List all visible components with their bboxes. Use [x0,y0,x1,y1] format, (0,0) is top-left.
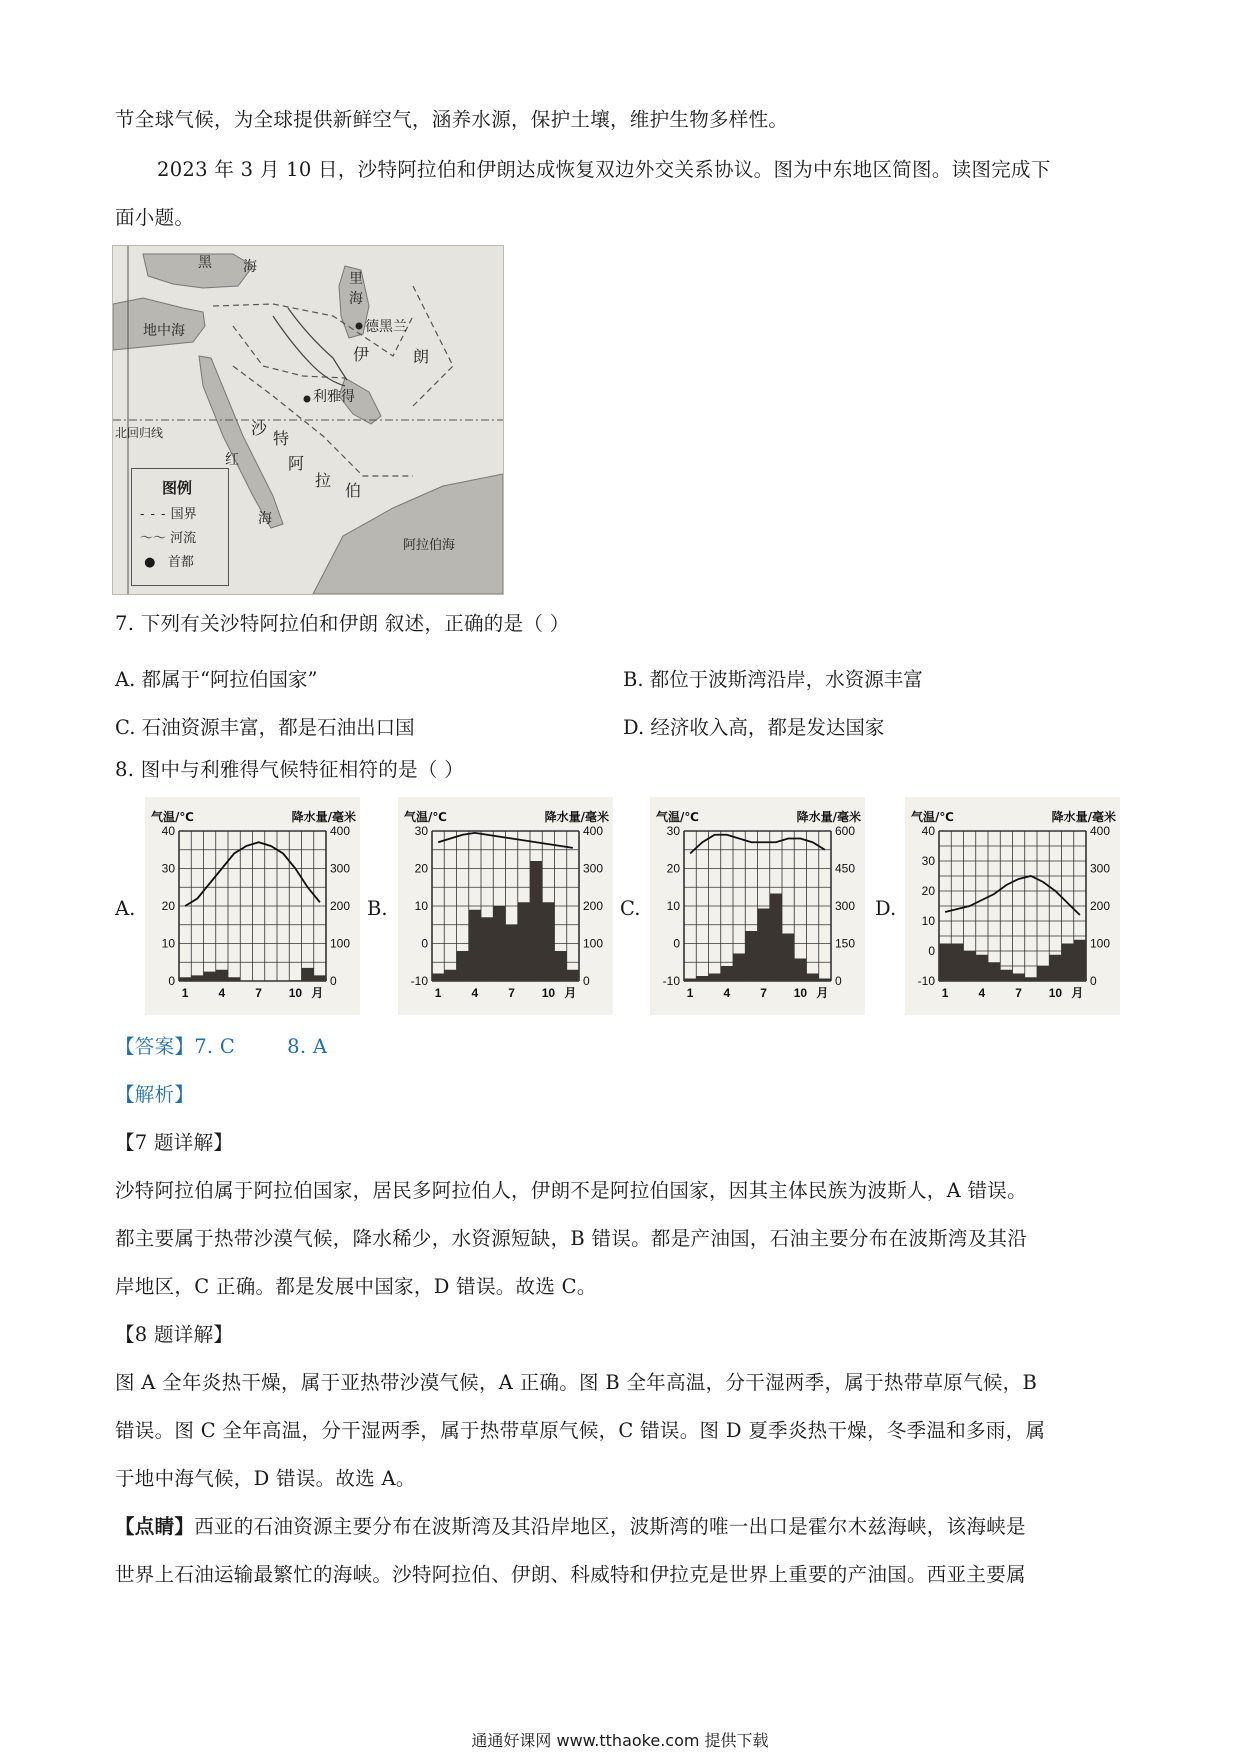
precip-bar [457,951,469,981]
legend-border-label: 国界 [170,507,197,522]
analysis-label: 【解析】 [115,1083,195,1106]
climate-chart-b [398,797,613,1015]
climate-chart-a [145,797,360,1015]
precip-bar [179,977,191,981]
precip-bar [469,910,481,981]
precip-bar [964,951,976,981]
footer-credit: 通通好课网 www.tthaoke.com 提供下载 [471,1731,769,1750]
climate-chart-c [650,797,865,1015]
precip-tick-label: 0 [1090,974,1097,988]
month-tick-label: 4 [978,986,986,1000]
month-tick-label: 7 [1015,986,1022,1000]
iran-label-2: 朗 [413,347,430,366]
precip-bar [976,955,988,981]
precip-bar [530,861,542,981]
climate-chart-a-svg [145,797,360,1015]
legend-border: - - - 国界 [140,507,197,522]
precip-bar [191,975,203,981]
month-tick-label: 7 [255,986,262,1000]
precip-bar [204,972,216,981]
precip-tick-label: 100 [583,936,604,951]
precip-tick-label: 300 [583,861,604,876]
precip-bar [709,974,721,982]
month-tick-label: 1 [434,986,442,1000]
chart-letter-c: C. [620,897,641,920]
month-tick-label: 10 [1048,986,1063,1000]
temp-tick-label: 30 [921,854,935,868]
temp-tick-label: -10 [917,974,935,988]
temp-tick-label: 20 [921,884,935,898]
precip-axis-title: 降水量/毫米 [291,810,356,824]
month-tick-label: 月 [311,986,324,1000]
precip-bar [696,976,708,981]
q7-detail-heading: 【7 题详解】 [115,1131,234,1154]
temp-tick-label: 20 [414,861,428,876]
month-tick-label: 月 [564,986,577,1000]
precip-tick-label: 100 [1090,936,1111,951]
month-tick-label: 1 [686,986,694,1000]
temp-tick-label: 10 [161,936,175,951]
precip-bar [216,970,228,981]
q7-option-c: C. 石油资源丰富，都是石油出口国 [115,716,415,739]
temp-axis-title: 气温/℃ [911,810,954,824]
chart-letter-d: D. [875,897,897,920]
dianjing-line-2: 世界上石油运输最繁忙的海峡。沙特阿拉伯、伊朗、科威特和伊拉克是世界上重要的产油国。西亚主要属 [115,1563,1026,1586]
dianjing-label: 【点睛】 [115,1515,195,1538]
caspian-label-2: 海 [349,291,363,307]
precip-bar [1037,966,1049,981]
precip-tick-label: 200 [330,899,351,913]
q8-detail-line-2: 错误。图 C 全年高温，分干湿两季，属于热带草原气候，C 错误。图 D 夏季炎热干燥，冬季温和多雨，属 [115,1419,1046,1442]
temp-tick-label: 40 [921,824,935,838]
temp-tick-label: 10 [921,914,935,928]
precip-bar [807,974,819,982]
temp-tick-label: 0 [928,944,935,958]
precip-tick-label: 0 [583,974,590,988]
arabian-sea-label: 阿拉伯海 [403,538,456,553]
month-tick-label: 4 [471,986,479,1000]
precip-tick-label: 400 [1090,824,1111,838]
riyadh-label: 利雅得 [313,389,355,405]
q7-option-b: B. 都位于波斯湾沿岸，水资源丰富 [623,668,923,691]
q7-stem: 7. 下列有关沙特阿拉伯和伊朗 叙述，正确的是（ ） [115,612,570,635]
precip-bar [1000,970,1012,981]
precip-axis-title: 降水量/毫米 [796,810,861,824]
precip-bar [228,977,240,981]
temp-axis-title: 气温/℃ [404,810,447,824]
precip-axis-title: 降水量/毫米 [1051,810,1116,824]
chart-letter-a: A. [115,897,136,920]
legend-river-label: 河流 [170,531,197,546]
q7-option-d: D. 经济收入高，都是发达国家 [623,716,885,739]
month-tick-label: 1 [941,986,949,1000]
precip-bar [745,931,757,981]
intro-line-2: 2023 年 3 月 10 日，沙特阿拉伯和伊朗达成恢复双边外交关系协议。图为中东地区简图。读图完成下 [157,158,1051,181]
q7-option-a: A. 都属于“阿拉伯国家” [115,668,318,691]
precip-bar [819,979,831,982]
dianjing-text-1: 西亚的石油资源主要分布在波斯湾及其沿岸地区，波斯湾的唯一出口是霍尔木兹海峡，该海峡是 [194,1515,1026,1538]
tehran-label: 德黑兰 [365,319,407,335]
month-tick-label: 4 [218,986,226,1000]
precip-tick-label: 200 [1090,899,1111,913]
q7-detail-line-3: 岸地区，C 正确。都是发展中国家，D 错误。故选 C。 [115,1275,597,1298]
climate-chart-c-svg [650,797,865,1015]
precip-tick-label: 0 [330,974,337,988]
dianjing-line-1 [115,1517,1026,1537]
temp-tick-label: -10 [410,974,428,988]
red-sea-label-2: 海 [258,511,272,527]
precip-tick-label: 600 [835,824,856,838]
month-tick-label: 1 [181,986,189,1000]
saudi-label-1: 沙 [251,419,268,438]
caspian-label: 里 [349,271,363,287]
precip-bar [951,944,963,982]
precip-bar [758,909,770,982]
temp-tick-label: -10 [662,974,680,988]
saudi-label-4: 拉 [315,471,332,490]
precip-tick-label: 300 [1090,861,1111,876]
precip-bar [1049,955,1061,981]
answer-label: 【答案】 [115,1035,195,1058]
precip-bar [506,925,518,981]
precip-bar [1025,977,1037,981]
middle-east-map [112,245,504,595]
precip-bar [444,970,456,981]
month-tick-label: 10 [541,986,556,1000]
temp-tick-label: 0 [673,936,680,951]
saudi-label-5: 伯 [345,481,362,500]
climate-chart-d [905,797,1120,1015]
precip-bar [567,970,579,981]
precip-bar [794,959,806,982]
saudi-label-3: 阿 [288,454,305,473]
precip-bar [733,954,745,982]
temp-tick-label: 30 [414,824,428,838]
precip-tick-label: 200 [583,899,604,913]
q8-detail-heading: 【8 题详解】 [115,1323,234,1346]
intro-line-3: 面小题。 [115,206,195,229]
temp-tick-label: 0 [421,936,428,951]
temp-axis-title: 气温/℃ [151,810,194,824]
precip-tick-label: 150 [835,936,856,951]
temp-axis-title: 气温/℃ [656,810,699,824]
precip-bar [314,975,326,981]
legend-capital-label: 首都 [167,555,194,570]
temp-tick-label: 30 [161,861,175,876]
precip-tick-label: 300 [330,861,351,876]
temp-tick-label: 10 [666,899,680,913]
temp-tick-label: 10 [414,899,428,913]
climate-chart-d-svg [905,797,1120,1015]
month-tick-label: 月 [816,986,829,1000]
q7-detail-line-2: 都主要属于热带沙漠气候，降水稀少，水资源短缺，B 错误。都是产油国，石油主要分布在波斯湾及其沿 [115,1227,1028,1250]
q7-detail-line-1: 沙特阿拉伯属于阿拉伯国家，居民多阿拉伯人，伊朗不是阿拉伯国家，因其主体民族为波斯人，A 错误。 [115,1179,1027,1202]
precip-bar [481,917,493,981]
climate-chart-b-svg [398,797,613,1015]
precip-bar [555,951,567,981]
answer-line [115,1037,327,1057]
mediterranean-label: 地中海 [143,323,185,339]
temp-tick-label: 40 [161,824,175,838]
month-tick-label: 月 [1071,986,1084,1000]
q8-stem: 8. 图中与利雅得气候特征相符的是（ ） [115,758,465,781]
month-tick-label: 7 [508,986,515,1000]
precip-tick-label: 300 [835,899,856,913]
legend-capital: ● 首都 [140,555,194,570]
precip-bar [939,944,951,982]
answer-text: 7. C 8. A [194,1035,328,1058]
legend-title: 图例 [162,479,193,497]
saudi-label-2: 特 [273,429,290,448]
tropic-label: 北回归线 [115,426,164,440]
precip-tick-label: 0 [835,974,842,988]
month-tick-label: 4 [723,986,731,1000]
precip-tick-label: 400 [330,824,351,838]
precip-bar [518,902,530,981]
precip-bar [1013,974,1025,982]
precip-bar [988,962,1000,981]
iran-label-1: 伊 [353,345,370,364]
precip-tick-label: 400 [583,824,604,838]
map-legend [131,468,229,586]
black-sea-label-2: 海 [243,259,257,275]
precip-bar [770,894,782,982]
precip-bar [1074,940,1086,981]
q8-detail-line-3: 于地中海气候，D 错误。故选 A。 [115,1467,416,1490]
precip-bar [684,979,696,982]
chart-letter-b: B. [367,897,388,920]
red-sea-label-1: 红 [225,452,239,468]
precip-bar [721,966,733,981]
precip-bar [493,906,505,981]
black-sea-label: 黑 [198,255,212,271]
precip-axis-title: 降水量/毫米 [544,810,609,824]
temp-tick-label: 30 [666,824,680,838]
legend-river: 〜〜 河流 [140,531,197,546]
precip-bar [782,934,794,982]
precip-tick-label: 100 [330,936,351,951]
intro-line-1: 节全球气候，为全球提供新鲜空气，涵养水源，保护土壤，维护生物多样性。 [115,108,789,131]
month-tick-label: 10 [793,986,808,1000]
precip-bar [1062,944,1074,982]
month-tick-label: 7 [760,986,767,1000]
precip-bar [542,902,554,981]
precip-bar [302,968,314,981]
temp-tick-label: 0 [168,974,175,988]
temp-tick-label: 20 [666,861,680,876]
q8-detail-line-1: 图 A 全年炎热干燥，属于亚热带沙漠气候，A 正确。图 B 全年高温，分干湿两季，属于热带草原气候，B [115,1371,1038,1394]
temp-tick-label: 20 [161,899,175,913]
month-tick-label: 10 [288,986,303,1000]
precip-bar [432,974,444,982]
precip-bar [289,980,301,981]
precip-tick-label: 450 [835,861,856,876]
